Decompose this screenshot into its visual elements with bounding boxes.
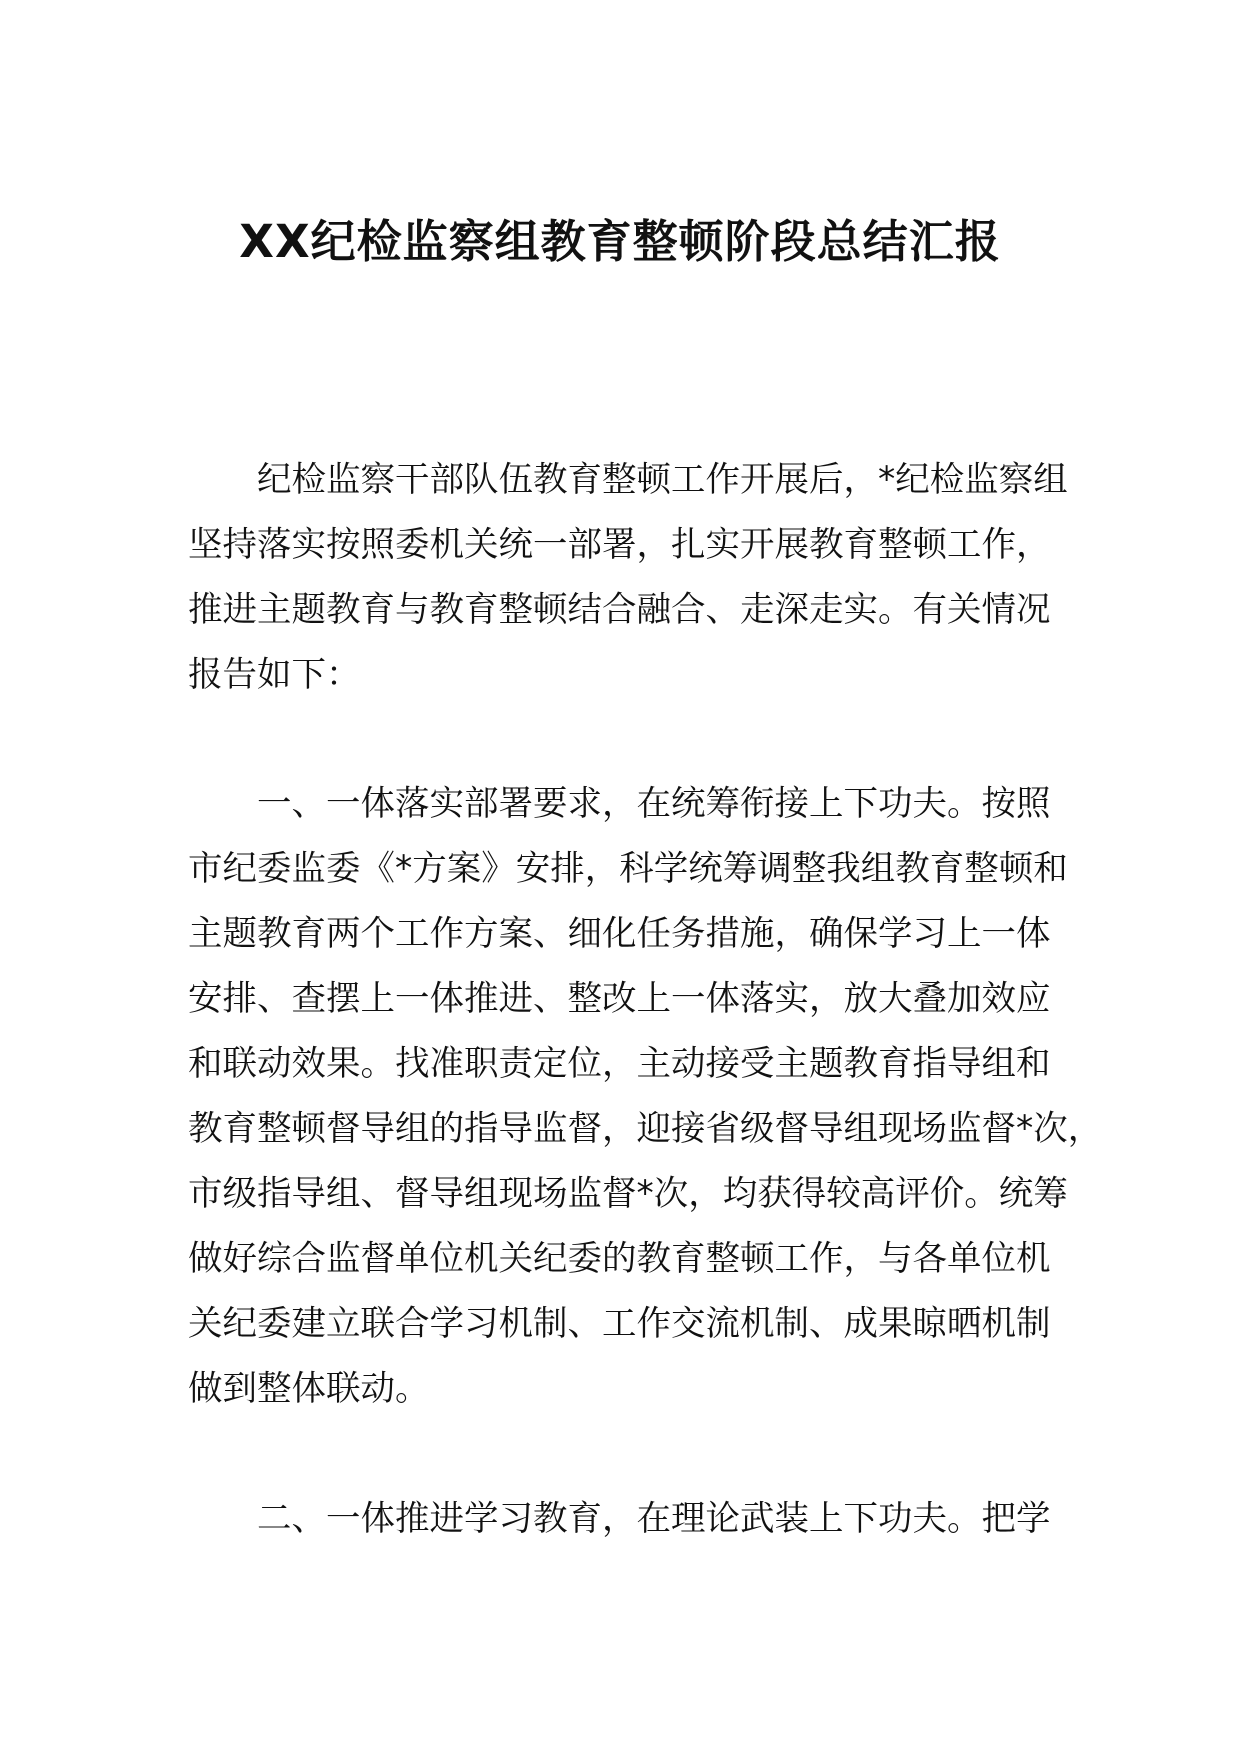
text-line: 坚持落实按照委机关统一部署，扎实开展教育整顿工作， [188, 525, 1051, 565]
paragraph-section-2 [188, 1487, 1068, 1552]
text-line: 关纪委建立联合学习机制、工作交流机制、成果晾晒机制 [188, 1304, 1051, 1344]
text-line: 安排、查摆上一体推进、整改上一体落实，放大叠加效应 [188, 979, 1051, 1019]
text-line: 纪检监察干部队伍教育整顿工作开展后，*纪检监察组 [257, 460, 1068, 500]
text-line: 主题教育两个工作方案、细化任务措施，确保学习上一体 [188, 914, 1051, 954]
text-line: 做到整体联动。 [188, 1369, 430, 1409]
paragraph-intro [188, 448, 1068, 708]
text-line: 市纪委监委《*方案》安排，科学统筹调整我组教育整顿和 [188, 849, 1068, 889]
text-line: 报告如下： [188, 655, 361, 695]
text-line: 做好综合监督单位机关纪委的教育整顿工作，与各单位机 [188, 1239, 1051, 1279]
text-line: 市级指导组、督导组现场监督*次，均获得较高评价。统筹 [188, 1174, 1068, 1214]
text-line: 和联动效果。找准职责定位，主动接受主题教育指导组和 [188, 1044, 1051, 1084]
text-line: 教育整顿督导组的指导监督，迎接省级督导组现场监督*次， [188, 1109, 1103, 1149]
text-line: 二、一体推进学习教育，在理论武装上下功夫。把学 [257, 1499, 1051, 1539]
document-title: XX纪检监察组教育整顿阶段总结汇报 [239, 215, 1001, 268]
text-line: 推进主题教育与教育整顿结合融合、走深走实。有关情况 [188, 590, 1051, 630]
paragraph-section-1 [188, 772, 1103, 1422]
text-line: 一、一体落实部署要求，在统筹衔接上下功夫。按照 [257, 784, 1051, 824]
